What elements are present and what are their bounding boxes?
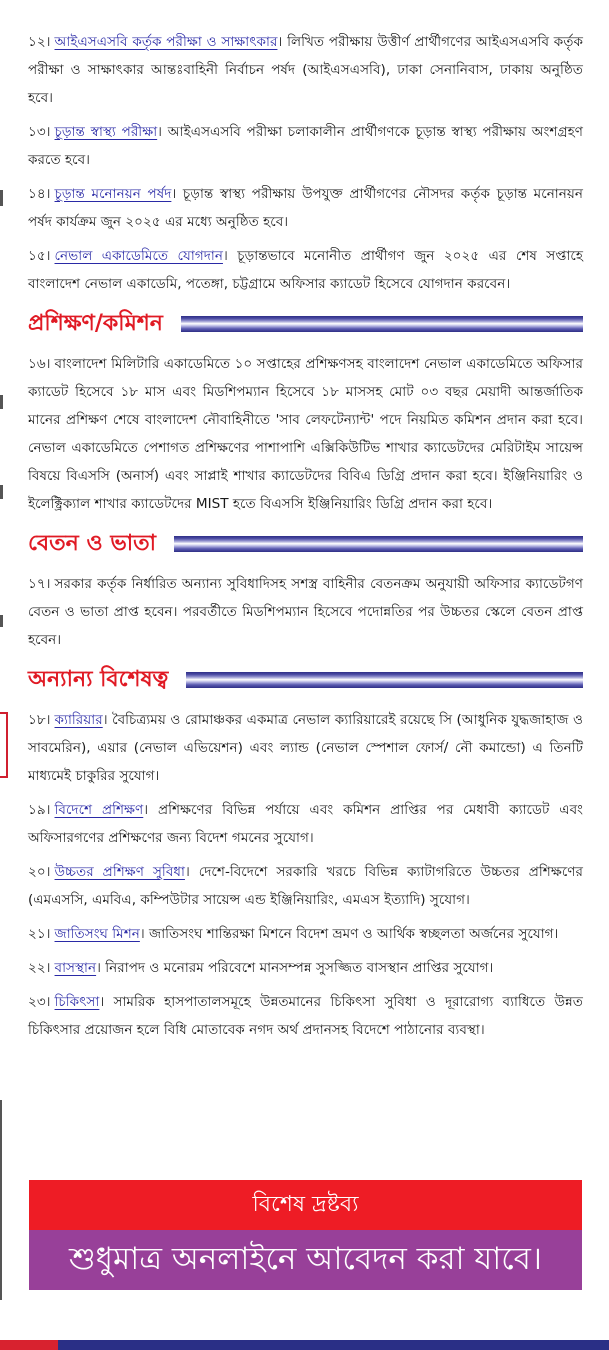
heading-divider-bar	[186, 672, 583, 688]
section-title: বেতন ও ভাতা	[28, 529, 156, 556]
list-item	[28, 858, 583, 914]
item-text: । জাতিসংঘ শান্তিরক্ষা মিশনে বিদেশ ভ্রমণ ও আর্থিক স্বচ্ছলতা অর্জনের সুযোগ।	[139, 926, 559, 942]
list-item	[28, 988, 583, 1044]
item-title-link[interactable]: বিদেশে প্রশিক্ষণ	[54, 802, 144, 818]
footer-strip-red	[0, 1340, 58, 1350]
list-item	[28, 920, 583, 948]
edge-mark	[0, 190, 3, 206]
item-number: ১৩।	[28, 124, 51, 140]
item-text: বাংলাদেশ মিলিটারি একাডেমিতে ১০ সপ্তাহের প্রশিক্ষণসহ বাংলাদেশ নেভাল একাডেমিতে অফিসার ক্যাডেট হিসেবে ১৮ মাস এবং মিডশিপম্যান হিসেবে ১৮ মাসসহ মোট ০৩ বছর মেয়াদী আন্তর্জাতিক মানের প্রশিক্ষণ শেষে বাংলাদেশ নৌবাহিনীতে 'সাব লেফটেন্যান্ট' পদে নিয়মিত কমিশন প্রদান করা হবে। নেভাল একাডেমিতে পেশাগত প্রশিক্ষণের পাশাপাশি এক্সিকিউটিভ শাখার ক্যাডেটদের মেরিটাইম সায়েন্স বিষয়ে বিএসসি (অনার্স) এবং সাপ্লাই শাখার ক্যাডেটদের বিবিএ ডিগ্রি প্রদান করা হবে। ইঞ্জিনিয়ারিং ও ইলেক্ট্রিক্যাল শাখার ক্যাডেটদের MIST হতে বিএসসি ইঞ্জিনিয়ারিং ডিগ্রি প্রদান করা হবে।	[28, 356, 583, 512]
item-title-link[interactable]: নেভাল একাডেমিতে যোগদান	[54, 248, 223, 264]
section-heading-salary	[28, 524, 583, 564]
item-title-link[interactable]: জাতিসংঘ মিশন	[54, 926, 140, 942]
list-item	[28, 350, 583, 518]
item-text: । আইএসএসবি পরীক্ষা চলাকালীন প্রার্থীগণকে চূড়ান্ত স্বাস্থ্য পরীক্ষায় অংশগ্রহণ করতে হবে।	[28, 124, 583, 168]
list-item	[28, 242, 583, 298]
item-number: ১৮।	[28, 712, 51, 728]
item-title-link[interactable]: চূড়ান্ত স্বাস্থ্য পরীক্ষা	[54, 124, 158, 140]
item-title-link[interactable]: উচ্চতর প্রশিক্ষণ সুবিধা	[54, 864, 185, 880]
edge-mark	[0, 1100, 2, 1300]
edge-mark	[0, 485, 3, 499]
section-heading-training	[28, 304, 583, 344]
list-item	[28, 796, 583, 852]
item-number: ২১।	[28, 926, 51, 942]
item-text: । লিখিত পরীক্ষায় উত্তীর্ণ প্রার্থীগণের আইএসএসবি কর্তৃক পরীক্ষা ও সাক্ষাৎকার আন্তঃবাহিনী নির্বাচন পর্ষদ (আইএসএসবি), ঢাকা সেনানিবাস, ঢাকায় অনুষ্ঠিত হবে।	[28, 34, 583, 106]
list-item	[28, 570, 583, 654]
item-text: । সামরিক হাসপাতালসমূহে উন্নতমানের চিকিৎসা সুবিধা ও দূরারোগ্য ব্যাধিতে উন্নত চিকিৎসার প্রয়োজন হলে বিধি মোতাবেক নগদ অর্থ প্রদানসহ বিদেশে পাঠানোর ব্যবস্থা।	[28, 994, 583, 1038]
edge-mark	[0, 615, 3, 627]
item-number: ২৩।	[28, 994, 51, 1010]
footer-strip	[0, 1340, 609, 1350]
item-title-link[interactable]: চিকিৎসা	[54, 994, 100, 1010]
section-title: প্রশিক্ষণ/কমিশন	[28, 309, 163, 336]
item-text: । চূড়ান্ত স্বাস্থ্য পরীক্ষায় উপযুক্ত প্রার্থীগণের নৌসদর কর্তৃক চূড়ান্ত মনোনয়ন পর্ষদ কার্যক্রম জুন ২০২৫ এর মধ্যে অনুষ্ঠিত হবে।	[28, 186, 583, 230]
item-text: । প্রশিক্ষণের বিভিন্ন পর্যায়ে এবং কমিশন প্রাপ্তির পর মেধাবী ক্যাডেট এবং অফিসারগণের প্রশিক্ষণের জন্য বিদেশ গমনের সুযোগ।	[28, 802, 584, 846]
edge-mark	[0, 395, 3, 409]
heading-divider-bar	[181, 316, 583, 332]
heading-divider-bar	[174, 536, 583, 552]
document-page	[28, 28, 583, 1050]
item-number: ১৬।	[28, 356, 51, 372]
item-text: । বৈচিত্র্যময় ও রোমাঞ্চকর একমাত্র নেভাল ক্যারিয়ারেই রয়েছে সি (আধুনিক যুদ্ধজাহাজ ও সাবমেরিন), এয়ার (নেভাল এভিয়েশন) এবং ল্যান্ড (নেভাল স্পেশাল ফোর্স/ নৌ কমান্ডো) এ তিনটি মাধ্যমেই চাকুরির সুযোগ।	[28, 712, 583, 784]
list-item	[28, 28, 583, 112]
footer-strip-blue	[58, 1340, 609, 1350]
edge-frame	[0, 712, 8, 778]
special-notice-banner	[29, 1180, 582, 1290]
item-number: ১৫।	[28, 248, 51, 264]
list-item	[28, 180, 583, 236]
section-title: অন্যান্য বিশেষত্ব	[28, 665, 169, 692]
notice-body: শুধুমাত্র অনলাইনে আবেদন করা যাবে।	[29, 1230, 582, 1290]
notice-heading: বিশেষ দ্রষ্টব্য	[29, 1180, 582, 1230]
item-title-link[interactable]: বাসস্থান	[54, 960, 97, 976]
item-text: । নিরাপদ ও মনোরম পরিবেশে মানসম্পন্ন সুসজ্জিত বাসস্থান প্রাপ্তির সুযোগ।	[96, 960, 494, 976]
section-heading-features	[28, 660, 583, 700]
list-item	[28, 118, 583, 174]
list-item	[28, 954, 583, 982]
item-text: । চূড়ান্তভাবে মনোনীত প্রার্থীগণ জুন ২০২৫ এর শেষ সপ্তাহে বাংলাদেশ নেভাল একাডেমি, পতেঙ্গা, চট্টগ্রামে অফিসার ক্যাডেট হিসেবে যোগদান করবেন।	[28, 248, 583, 292]
item-text: সরকার কর্তৃক নির্ধারিত অন্যান্য সুবিধাদিসহ সশস্ত্র বাহিনীর বেতনক্রম অনুযায়ী অফিসার ক্যাডেটগণ বেতন ও ভাতা প্রাপ্ত হবেন। পরবর্তীতে মিডশিপম্যান হিসেবে পদোন্নতির পর উচ্চতর স্কেলে বেতন প্রাপ্ত হবেন।	[28, 576, 583, 648]
item-number: ১২।	[28, 34, 51, 50]
item-number: ২০।	[28, 864, 51, 880]
item-number: ১৪।	[28, 186, 51, 202]
item-number: ২২।	[28, 960, 51, 976]
item-title-link[interactable]: চূড়ান্ত মনোনয়ন পর্ষদ	[54, 186, 172, 202]
item-text: । দেশে-বিদেশে সরকারি খরচে বিভিন্ন ক্যাটাগরিতে উচ্চতর প্রশিক্ষণের (এমএসসি, এমবিএ, কম্পিউটার সায়েন্স এন্ড ইঞ্জিনিয়ারিং, এমএস ইত্যাদি) সুযোগ।	[28, 864, 583, 908]
item-number: ১৭।	[28, 576, 51, 592]
item-title-link[interactable]: আইএসএসবি কর্তৃক পরীক্ষা ও সাক্ষাৎকার	[54, 34, 278, 50]
item-number: ১৯।	[28, 802, 51, 818]
item-title-link[interactable]: ক্যারিয়ার	[54, 712, 103, 728]
list-item	[28, 706, 583, 790]
